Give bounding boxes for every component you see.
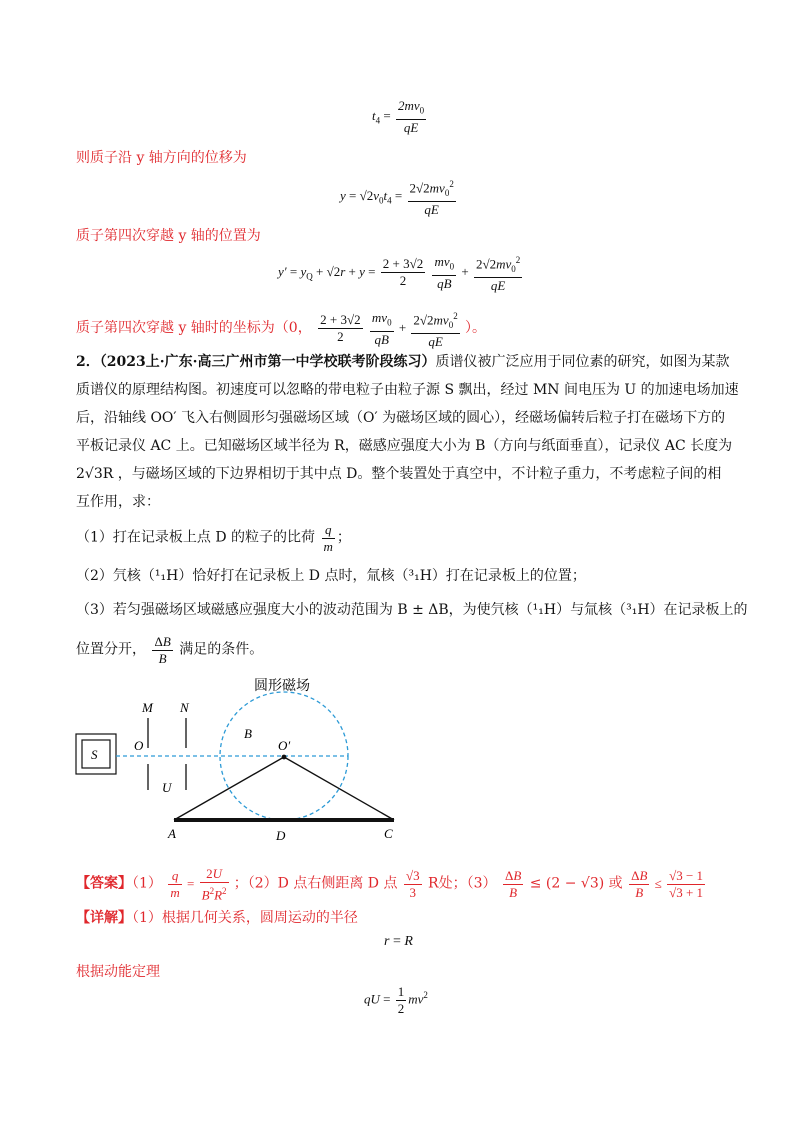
label-O: O [134,738,144,753]
detail-tag: 【详解】 [76,910,132,926]
mass-spectrometer-diagram [72,668,412,850]
sub-question-3: （3）若匀强磁场区域磁感应强度大小的波动范围为 B ± ΔB，为使氕核（¹₁H）与氚核（³₁H）在记录板上的 [76,602,748,618]
label-D: D [276,828,286,843]
sub-question-2: （2）氕核（¹₁H）恰好打在记录板上 D 点时，氚核（³₁H）打在记录板上的位置； [76,568,586,584]
diagram-title: 圆形磁场 [254,679,310,694]
text-line-1: 则质子沿 y 轴方向的位移为 [76,150,247,166]
recorder-plate-AC [174,818,394,822]
label-O-prime: O′ [278,738,291,753]
question-source: （2023上·广东·高三广州市第一中学校联考阶段练习） [99,354,436,370]
detail-line-1: 【详解】（1）根据几何关系，圆周运动的半径 [76,910,358,926]
equation-energy: qU = $\frac{1}{2}$ $mv^2$ [364,984,428,1016]
sub-question-3-cont: 位置分开， $\frac{\Delta B}{B}$ 满足的条件。 [76,634,264,666]
equation-r: r = R [384,934,413,949]
line-O-C [284,757,394,820]
answer-tag: 【答案】 [76,875,132,892]
equation-y: $y = √2v_0t_4$ = $\frac{2√2mv_0^2}{qE}$ [340,176,458,218]
label-S: S [91,747,98,762]
question-2: 2．（2023上·广东·高三广州市第一中学校联考阶段练习）质谱仪被广泛应用于同位素的研究，如图为某款 质谱仪的原理结构图。初速度可以忽略的带电粒子由粒子源 S 飘出，经过 MN 间电压为 U 的加速电场加速 后，沿轴线 OO′ 飞入右侧圆形匀强磁场区域（O′ 为磁场区域的圆心），经磁场偏转后粒子打在磁场下方的 平板记录仪 AC 上。已知磁场区域半径为 R，磁感应强度大小为 B（方向与纸面垂直），记录仪 AC 长度为 2√3R ，与磁场区域的下边界相切于其中点 D。整个装置处于真空中，不计粒子重力，不考虑粒子间的相 互作用，求： [76,354,739,510]
sub-question-1: （1）打在记录板上点 D 的粒子的比荷 $\frac{q}{m}$ ； [76,522,351,554]
label-U: U [162,780,172,795]
question-number: 2． [76,354,100,370]
answer-line: 【答案】（1） $\frac{q}{m}$ = $\frac{2U}{B^2R^2}$ ；（2）D 点右侧距离 D 点 $\frac{√3}{3}$ R处；（3） $\frac{\Delta B}{B}$ ≤ (2 − √3) 或 $\frac{\Delta B}{B}$ ≤ $\frac{√3 - 1}{√3 + 1}$ [76,866,704,903]
equation-t4: $t_4$ = $\frac{2mv_0}{qE}$ [372,98,425,135]
text-line-2: 质子第四次穿越 y 轴的位置为 [76,228,261,244]
line-O-A [174,757,284,820]
text-line-3: 质子第四次穿越 y 轴时的坐标为（0， $\frac{2 + 3√2}{2}$ $\frac{mv_0}{qB}$ + $\frac{2√2mv_0^2}{qE}$ ）。 [76,308,486,350]
label-B: B [244,726,252,741]
detail-line-2: 根据动能定理 [76,964,160,980]
equation-y-prime: $y' = y_Q + √2r + y$ = $\frac{2 + 3√2}{2}$ $\frac{mv_0}{qB}$ + $\frac{2√2mv_0^2}{qE}$ [278,252,524,294]
label-M: M [142,700,153,715]
label-A: A [168,826,176,841]
label-N: N [180,700,189,715]
label-C: C [384,826,393,841]
